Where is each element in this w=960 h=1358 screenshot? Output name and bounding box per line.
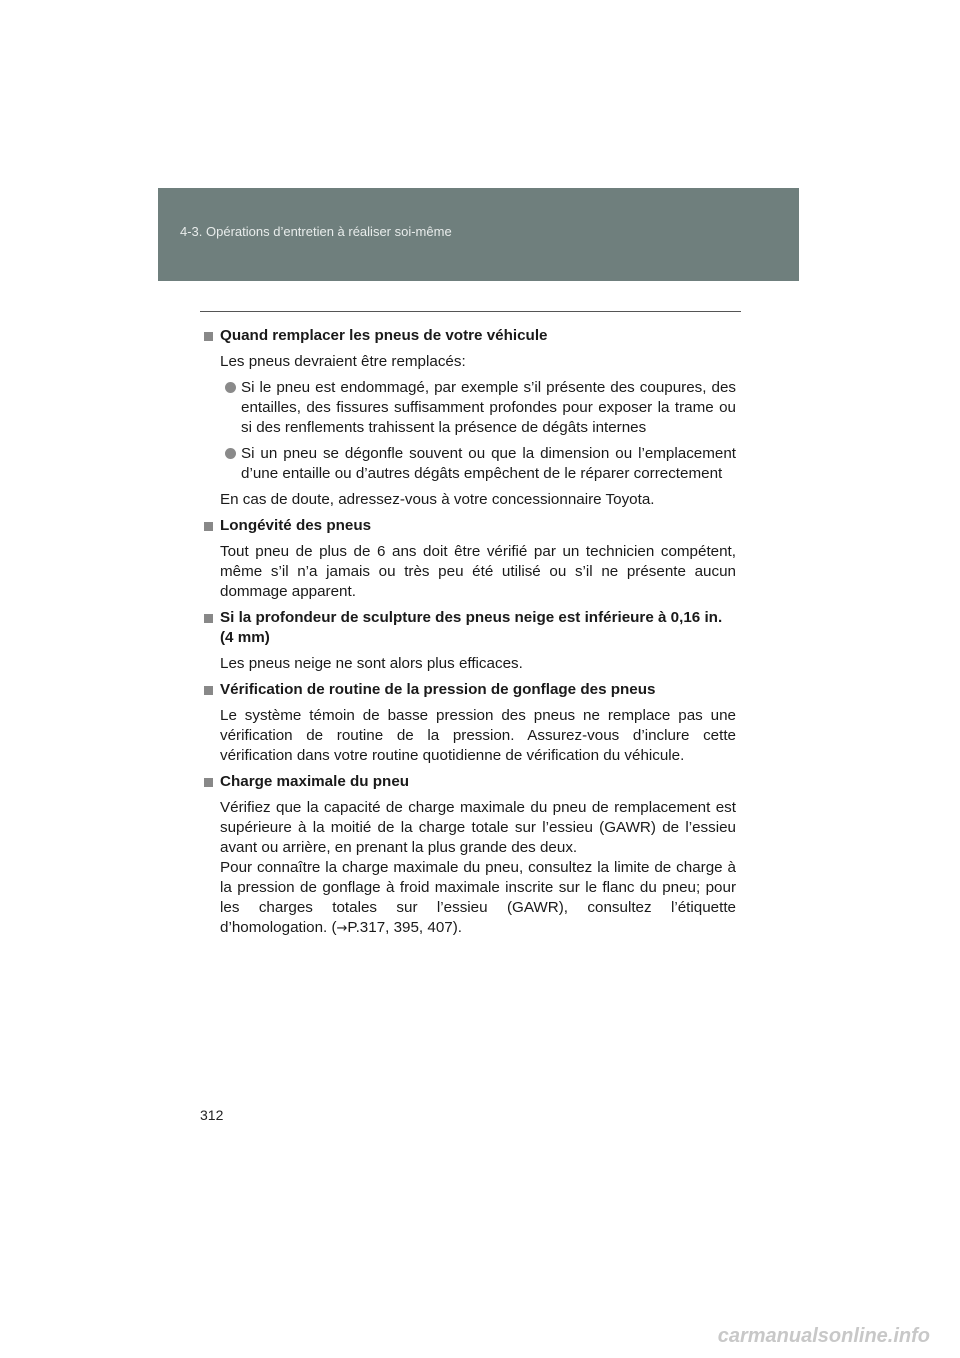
section-body: Les pneus neige ne sont alors plus efficaces. — [220, 655, 523, 672]
section-heading: Si la profondeur de sculpture des pneus neige est inférieure à 0,16 in. (4 mm) — [203, 608, 736, 648]
bullet-item: Si un pneu se dégonfle souvent ou que la dimension ou l’emplacement d’une entaille ou d’autres dégâts empêchent de le réparer correctement — [225, 444, 736, 484]
section-intro: Les pneus devraient être remplacés: — [220, 353, 466, 370]
square-bullet-icon — [204, 522, 213, 531]
page-reference-link[interactable]: P.317, 395, 407). — [347, 919, 462, 936]
section-body: Tout pneu de plus de 6 ans doit être vérifié par un technicien compétent, même s’il n’a jamais ou très peu été utilisé ou s’il ne présente aucun dommage apparent. — [220, 543, 736, 600]
section-body: Vérifiez que la capacité de charge maximale du pneu de remplacement est supérieure à la moitié de la charge totale sur l’essieu (GAWR) de l’essieu avant ou arrière, en prenant la plus grande des deux. — [220, 799, 736, 856]
section-body: Le système témoin de basse pression des pneus ne remplace pas une vérification de routine de la pression. Assurez-vous d’inclure cette vérification dans votre routine quotidienne de vérification du véhicule. — [220, 707, 736, 764]
bullet-item: Si le pneu est endommagé, par exemple s’il présente des coupures, des entailles, des fissures suffisamment profondes pour exposer la trame ou si des renflements trahissent la présence de dégâts internes — [225, 378, 736, 438]
page-number: 312 — [200, 1107, 224, 1123]
watermark: carmanualsonline.info — [717, 1325, 930, 1347]
section-outro: En cas de doute, adressez-vous à votre concessionnaire Toyota. — [220, 491, 655, 508]
section-heading: Quand remplacer les pneus de votre véhicule — [203, 326, 736, 346]
section-max-load — [203, 772, 736, 939]
section-when-to-replace — [203, 326, 736, 510]
section-tire-longevity — [203, 516, 736, 602]
chapter-section-title: 4-3. Opérations d’entretien à réaliser soi-même — [180, 224, 452, 239]
section-body-2: Pour connaître la charge maximale du pneu, consultez la limite de charge à la pression de gonflage à froid maximale inscrite sur le flanc du pneu; pour les charges totales sur l’essieu (GAWR), consultez l’étiquette d’homologation. (→P.317, 395, 407). — [220, 859, 736, 936]
round-bullet-icon — [225, 382, 236, 393]
page-content — [203, 326, 736, 945]
square-bullet-icon — [204, 686, 213, 695]
section-heading: Charge maximale du pneu — [203, 772, 736, 792]
section-heading: Vérification de routine de la pression de gonflage des pneus — [203, 680, 736, 700]
chapter-header-band — [158, 188, 799, 281]
square-bullet-icon — [204, 778, 213, 787]
right-arrow-icon: → — [336, 921, 348, 936]
round-bullet-icon — [225, 448, 236, 459]
header-divider — [200, 311, 741, 312]
square-bullet-icon — [204, 614, 213, 623]
square-bullet-icon — [204, 332, 213, 341]
section-pressure-check — [203, 680, 736, 766]
section-snow-tire-depth — [203, 608, 736, 674]
section-heading: Longévité des pneus — [203, 516, 736, 536]
